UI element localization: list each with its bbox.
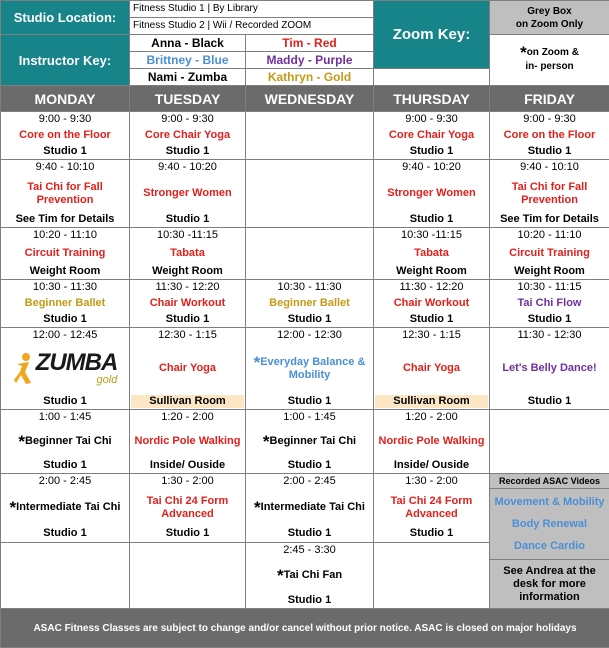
instructor-kathryn: Kathryn - Gold: [246, 69, 374, 86]
instructor-key-label: Instructor Key:: [1, 35, 130, 86]
class-time: 2:00 - 2:45: [283, 475, 336, 488]
class-name: [2, 181, 128, 207]
class-room: Sullivan Room: [375, 395, 488, 408]
class-room: Studio 1: [43, 459, 86, 472]
star-icon: *: [254, 353, 261, 372]
class-slot-thursday: [374, 474, 490, 543]
class-room: Studio 1: [166, 313, 209, 326]
grey-box-line2: on Zoom Only: [490, 18, 609, 31]
class-time: 12:00 - 12:45: [33, 329, 98, 342]
class-time: 11:30 - 12:20: [399, 281, 463, 294]
studio1-location: Fitness Studio 1 | By Library: [130, 1, 374, 18]
class-slot-friday: [490, 160, 609, 228]
class-name: [491, 181, 608, 207]
class-name: [389, 129, 474, 142]
class-time: 1:20 - 2:00: [405, 411, 458, 424]
class-name: [394, 297, 470, 310]
star-icon: *: [263, 432, 270, 451]
class-slot-monday: [1, 160, 130, 228]
class-slot-tuesday: [130, 474, 246, 543]
class-time: 9:40 - 10:20: [402, 161, 461, 174]
class-time: 9:40 - 10:10: [36, 161, 95, 174]
class-room: Studio 1: [410, 145, 453, 158]
class-slot-thursday: [374, 228, 490, 280]
class-room: Studio 1: [288, 459, 331, 472]
class-time: 10:20 - 11:10: [33, 229, 97, 242]
class-room: Studio 1: [288, 313, 331, 326]
class-room: Weight Room: [514, 265, 585, 278]
class-time: 2:45 - 3:30: [283, 544, 336, 557]
class-room: Weight Room: [396, 265, 467, 278]
class-name: [247, 356, 372, 382]
class-time: 10:30 - 11:30: [277, 281, 341, 294]
class-room: Studio 1: [528, 145, 571, 158]
class-slot-monday: [1, 328, 130, 410]
class-room: Studio 1: [528, 395, 571, 408]
empty-slot-tuesday: [130, 542, 246, 609]
class-room: Sullivan Room: [131, 395, 244, 408]
class-slot-thursday: [374, 328, 490, 410]
class-slot-thursday: [374, 410, 490, 474]
recorded-video-item: Body Renewal: [492, 517, 607, 531]
class-slot-tuesday: [130, 280, 246, 328]
class-time: 10:20 - 11:10: [517, 229, 581, 242]
class-name: [10, 501, 121, 514]
class-name: [375, 495, 488, 521]
class-slot-wednesday: [246, 474, 374, 543]
class-name: [19, 129, 111, 142]
class-room: Studio 1: [410, 213, 453, 226]
class-time: 9:00 - 9:30: [39, 113, 92, 126]
class-title: Tai Chi for Fall Prevention: [27, 181, 103, 206]
class-room: Studio 1: [43, 527, 86, 540]
class-name: [25, 297, 106, 310]
class-name: [131, 495, 244, 521]
class-title: Core Chair Yoga: [145, 129, 230, 141]
class-title: Chair Workout: [394, 297, 470, 309]
class-room: Studio 1: [410, 313, 453, 326]
class-slot-tuesday: [130, 160, 246, 228]
day-header-thursday: THURSDAY: [374, 86, 490, 112]
class-slot-thursday: [374, 112, 490, 160]
class-slot-friday: [490, 228, 609, 280]
class-room: Studio 1: [166, 145, 209, 158]
class-title: Intermediate Tai Chi: [261, 501, 365, 513]
class-title: Beginner Tai Chi: [270, 435, 357, 447]
day-header-wednesday: WEDNESDAY: [246, 86, 374, 112]
class-slot-tuesday: [130, 228, 246, 280]
class-title: Tabata: [170, 247, 205, 259]
day-header-tuesday: TUESDAY: [130, 86, 246, 112]
class-time: 12:30 - 1:15: [158, 329, 217, 342]
class-time: 10:30 - 11:30: [33, 281, 97, 294]
recorded-videos-box: [490, 474, 609, 609]
instructor-maddy: Maddy - Purple: [246, 52, 374, 69]
class-title: Tai Chi 24 Form Advanced: [147, 495, 229, 520]
class-title: Tai Chi Fan: [284, 569, 342, 581]
class-title: Let's Belly Dance!: [502, 362, 596, 374]
class-room: See Tim for Details: [16, 213, 115, 226]
star-icon: *: [10, 498, 17, 517]
class-name: [159, 362, 216, 375]
class-title: Beginner Ballet: [25, 297, 106, 309]
class-room: See Tim for Details: [500, 213, 599, 226]
class-title: Stronger Women: [143, 187, 231, 199]
class-time: 10:30 - 11:15: [517, 281, 581, 294]
class-name: [502, 362, 596, 375]
class-name: [263, 435, 356, 448]
class-slot-wednesday: [246, 280, 374, 328]
class-name: [379, 435, 485, 448]
class-room: Studio 1: [43, 145, 86, 158]
class-title: Chair Workout: [150, 297, 226, 309]
class-title: Tabata: [414, 247, 449, 259]
class-title: Circuit Training: [25, 247, 106, 259]
class-name: [254, 501, 365, 514]
class-title: Nordic Pole Walking: [379, 435, 485, 447]
class-name: [509, 247, 590, 260]
grey-box-key: [490, 1, 609, 35]
class-time: 1:00 - 1:45: [283, 411, 336, 424]
class-room: Studio 1: [528, 313, 571, 326]
class-slot-friday: [490, 112, 609, 160]
class-slot-thursday: [374, 160, 490, 228]
class-name: [277, 569, 342, 582]
class-slot-tuesday: [130, 328, 246, 410]
class-room: Studio 1: [288, 527, 331, 540]
class-time: 12:00 - 12:30: [277, 329, 342, 342]
class-slot-friday: [490, 280, 609, 328]
class-name: [25, 247, 106, 260]
empty-slot-friday: [490, 410, 609, 474]
class-room: Weight Room: [152, 265, 223, 278]
studio-location-label: Studio Location:: [1, 1, 130, 35]
class-time: 1:20 - 2:00: [161, 411, 214, 424]
zoom-key-label: Zoom Key:: [374, 1, 490, 69]
class-time: 12:30 - 1:15: [402, 329, 461, 342]
star-line1: on Zoom &: [527, 47, 579, 58]
empty-slot-wednesday: [246, 228, 374, 280]
class-slot-monday: [1, 228, 130, 280]
class-time: 1:30 - 2:00: [161, 475, 214, 488]
empty-slot-monday: [1, 542, 130, 609]
class-time: 9:00 - 9:30: [523, 113, 576, 126]
class-title: Circuit Training: [509, 247, 590, 259]
class-room: Inside/ Ouside: [150, 459, 225, 472]
class-title: Core on the Floor: [504, 129, 596, 141]
class-title: Intermediate Tai Chi: [16, 501, 120, 513]
class-slot-tuesday: [130, 112, 246, 160]
star-key: [490, 35, 609, 86]
recorded-video-item: Movement & Mobility: [492, 495, 607, 509]
class-name: [18, 435, 111, 448]
zumba-figure-icon: [13, 352, 35, 386]
recorded-video-item: Dance Cardio: [492, 539, 607, 553]
empty-slot-wednesday: [246, 112, 374, 160]
class-room: Studio 1: [43, 395, 86, 408]
class-slot-friday: [490, 328, 609, 410]
class-title: Nordic Pole Walking: [135, 435, 241, 447]
class-title: Tai Chi Flow: [518, 297, 582, 309]
class-name: [387, 187, 475, 200]
class-room: Weight Room: [30, 265, 101, 278]
grey-box-line1: Grey Box: [490, 5, 609, 18]
class-time: 9:00 - 9:30: [405, 113, 458, 126]
class-slot-wednesday: [246, 542, 374, 609]
class-slot-monday: [1, 410, 130, 474]
recorded-videos-title: Recorded ASAC Videos: [490, 474, 609, 489]
class-title: Chair Yoga: [403, 362, 460, 374]
class-time: 11:30 - 12:30: [517, 329, 581, 342]
class-room: Studio 1: [288, 395, 331, 408]
class-slot-tuesday: [130, 410, 246, 474]
recorded-videos-note: See Andrea at the desk for more information: [490, 560, 609, 608]
class-name: [269, 297, 350, 310]
star-line2: in- person: [490, 60, 609, 74]
footer-notice: ASAC Fitness Classes are subject to change and/or cancel without prior notice. ASAC is closed on major holidays: [1, 609, 609, 648]
class-slot-wednesday: [246, 410, 374, 474]
class-slot-monday: [1, 112, 130, 160]
class-title: Core on the Floor: [19, 129, 111, 141]
instructor-nami: Nami - Zumba: [130, 69, 246, 86]
class-name: [504, 129, 596, 142]
class-name: [150, 297, 226, 310]
instructor-tim: Tim - Red: [246, 35, 374, 52]
class-title: Chair Yoga: [159, 362, 216, 374]
class-time: 10:30 -11:15: [157, 229, 218, 242]
class-title: Tai Chi 24 Form Advanced: [391, 495, 473, 520]
class-name: [145, 129, 230, 142]
class-room: Studio 1: [166, 213, 209, 226]
class-time: 9:40 - 10:10: [520, 161, 579, 174]
star-icon: *: [520, 43, 527, 62]
class-name: [143, 187, 231, 200]
instructor-brittney: Brittney - Blue: [130, 52, 246, 69]
class-slot-wednesday: [246, 328, 374, 410]
zumba-logo-text: ZUMBA: [36, 351, 118, 375]
class-title: Stronger Women: [387, 187, 475, 199]
class-name: [135, 435, 241, 448]
class-slot-monday: [1, 474, 130, 543]
class-slot-monday: [1, 280, 130, 328]
class-title: Everyday Balance & Mobility: [260, 356, 365, 381]
class-room: Studio 1: [288, 594, 331, 607]
class-room: Studio 1: [43, 313, 86, 326]
zumba-logo-sub: gold: [97, 375, 118, 386]
class-time: 11:30 - 12:20: [155, 281, 219, 294]
class-time: 2:00 - 2:45: [39, 475, 92, 488]
day-header-friday: FRIDAY: [490, 86, 609, 112]
class-name: [403, 362, 460, 375]
class-title: Beginner Ballet: [269, 297, 350, 309]
class-title: Core Chair Yoga: [389, 129, 474, 141]
class-name: [414, 247, 449, 260]
class-time: 10:30 -11:15: [401, 229, 462, 242]
class-time: 1:30 - 2:00: [405, 475, 458, 488]
star-icon: *: [254, 498, 261, 517]
zumba-gold-logo: [13, 351, 118, 386]
day-header-monday: MONDAY: [1, 86, 130, 112]
empty-slot-wednesday: [246, 160, 374, 228]
studio2-location: Fitness Studio 2 | Wii / Recorded ZOOM: [130, 18, 374, 35]
class-name: [170, 247, 205, 260]
star-icon: *: [18, 432, 25, 451]
class-time: 9:40 - 10:20: [158, 161, 217, 174]
instructor-anna: Anna - Black: [130, 35, 246, 52]
class-room: Studio 1: [166, 527, 209, 540]
empty-slot-thursday: [374, 542, 490, 609]
star-icon: *: [277, 566, 284, 585]
class-time: 1:00 - 1:45: [39, 411, 92, 424]
class-time: 9:00 - 9:30: [161, 113, 214, 126]
class-name: [518, 297, 582, 310]
class-title: Beginner Tai Chi: [25, 435, 112, 447]
class-slot-thursday: [374, 280, 490, 328]
class-room: Studio 1: [410, 527, 453, 540]
class-title: Tai Chi for Fall Prevention: [512, 181, 588, 206]
class-room: Inside/ Ouside: [394, 459, 469, 472]
